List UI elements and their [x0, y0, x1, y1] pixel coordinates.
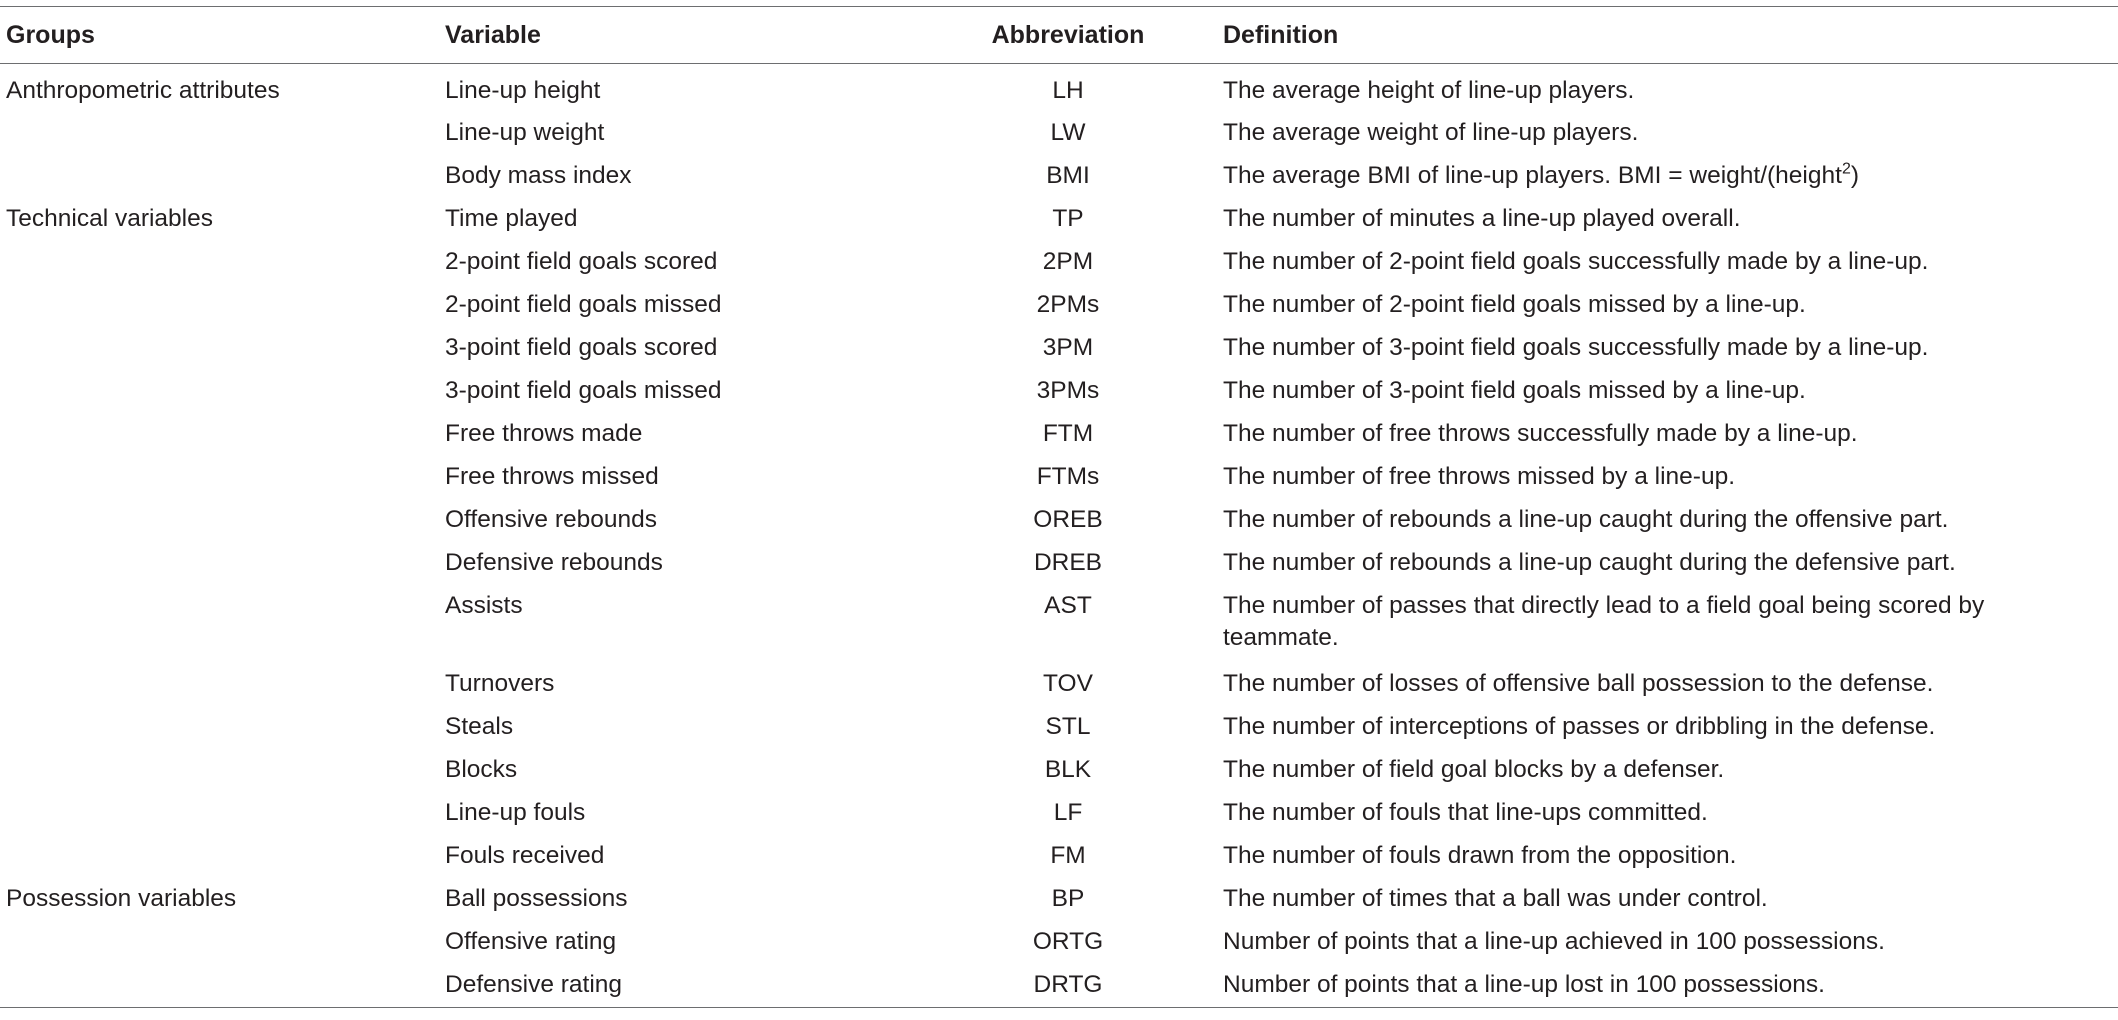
cell-group [0, 749, 439, 792]
cell-abbreviation: BLK [1044, 755, 1092, 783]
cell-variable: Line-up weight [445, 118, 605, 146]
cell-variable: 3-point field goals missed [445, 376, 722, 404]
table-row [0, 284, 2118, 327]
definition-text: The average BMI of line-up players. BMI = weight/(height [1223, 161, 1842, 189]
table-row [0, 542, 2118, 585]
cell-variable: Offensive rating [445, 927, 617, 955]
cell-group [0, 284, 439, 327]
cell-group [0, 663, 439, 706]
cell-group: Anthropometric attributes [6, 77, 280, 104]
cell-group: Technical variables [6, 204, 213, 232]
cell-variable: Defensive rebounds [445, 548, 663, 576]
cell-variable: 2-point field goals missed [445, 290, 722, 318]
cell-group [0, 112, 439, 155]
cell-abbreviation: STL [1045, 712, 1091, 740]
cell-definition: The number of 2-point field goals missed by a line-up. [1223, 290, 1806, 318]
cell-abbreviation: FTM [1042, 419, 1094, 447]
table-header [0, 7, 2118, 64]
cell-abbreviation: TOV [1043, 669, 1093, 697]
table-row [0, 456, 2118, 499]
cell-variable: 3-point field goals scored [445, 333, 718, 361]
table-row [0, 241, 2118, 284]
table-row [0, 663, 2118, 706]
cell-definition: The number of fouls drawn from the opposition. [1223, 841, 1737, 869]
cell-variable: Line-up height [445, 77, 601, 104]
cell-abbreviation: BMI [1046, 161, 1090, 189]
cell-abbreviation: 2PM [1042, 247, 1094, 275]
cell-group [0, 327, 439, 370]
cell-abbreviation: LF [1053, 798, 1083, 826]
cell-group [0, 835, 439, 878]
cell-definition: The number of free throws missed by a line-up. [1223, 462, 1736, 490]
cell-variable: Blocks [445, 755, 518, 783]
variables-table-container [0, 6, 2118, 1008]
cell-definition: The number of rebounds a line-up caught during the defensive part. [1223, 548, 1956, 576]
header-groups: Groups [6, 20, 95, 49]
cell-variable: Assists [445, 591, 523, 619]
table-row [0, 499, 2118, 542]
cell-abbreviation: TP [1052, 204, 1084, 232]
table-row [0, 878, 2118, 921]
cell-definition: The number of losses of offensive ball possession to the defense. [1223, 669, 1934, 697]
header-row [0, 7, 2118, 64]
cell-abbreviation: DRTG [1033, 970, 1103, 998]
cell-abbreviation: LW [1050, 118, 1086, 146]
header-definition: Definition [1223, 20, 1339, 49]
cell-abbreviation: AST [1044, 591, 1092, 619]
cell-group [0, 241, 439, 284]
cell-variable: Free throws made [445, 419, 643, 447]
cell-definition [1217, 155, 2118, 198]
cell-group [0, 792, 439, 835]
table-row [0, 835, 2118, 878]
cell-variable: Body mass index [445, 161, 632, 189]
cell-definition: The number of free throws successfully made by a line-up. [1223, 419, 1858, 447]
variables-table [0, 6, 2118, 1008]
cell-definition: The number of rebounds a line-up caught during the offensive part. [1223, 505, 1949, 533]
cell-group [0, 585, 439, 663]
cell-abbreviation: 2PMs [1036, 290, 1100, 318]
cell-definition: The average weight of line-up players. [1223, 118, 1639, 146]
table-row [0, 327, 2118, 370]
header-variable: Variable [445, 20, 541, 49]
cell-group [0, 542, 439, 585]
cell-definition: The number of 2-point field goals successfully made by a line-up. [1223, 247, 1929, 275]
cell-group: Possession variables [6, 884, 237, 912]
cell-variable: Offensive rebounds [445, 505, 658, 533]
table-row [0, 792, 2118, 835]
cell-abbreviation: ORTG [1032, 927, 1104, 955]
table-row [0, 198, 2118, 241]
cell-definition: The number of 3-point field goals missed by a line-up. [1223, 376, 1806, 404]
table-row [0, 749, 2118, 792]
cell-definition: The number of field goal blocks by a defenser. [1223, 755, 1725, 783]
cell-abbreviation: 3PMs [1036, 376, 1100, 404]
cell-abbreviation: LH [1052, 77, 1084, 104]
cell-group [0, 413, 439, 456]
cell-definition: Number of points that a line-up achieved in 100 possessions. [1223, 927, 1885, 955]
cell-variable: Free throws missed [445, 462, 659, 490]
table-row [0, 112, 2118, 155]
table-row [0, 921, 2118, 964]
definition-superscript: 2 [1841, 159, 1851, 177]
cell-variable: Time played [445, 204, 578, 232]
table-row [0, 370, 2118, 413]
cell-abbreviation: FM [1050, 841, 1086, 869]
cell-definition: The number of passes that directly lead to a field goal being scored by teammate. [1223, 591, 1985, 651]
cell-definition: The number of minutes a line-up played overall. [1223, 204, 1741, 232]
cell-variable: Defensive rating [445, 970, 623, 998]
cell-group [0, 921, 439, 964]
cell-group [0, 964, 439, 1008]
cell-variable: Steals [445, 712, 514, 740]
cell-group [0, 456, 439, 499]
cell-variable: Fouls received [445, 841, 605, 869]
cell-definition: The average height of line-up players. [1223, 77, 1635, 104]
cell-group [0, 155, 439, 198]
cell-abbreviation: DREB [1033, 548, 1103, 576]
cell-group [0, 499, 439, 542]
table-row [0, 155, 2118, 198]
cell-variable: 2-point field goals scored [445, 247, 718, 275]
cell-abbreviation: OREB [1033, 505, 1103, 533]
definition-tail: ) [1850, 161, 1860, 189]
cell-definition: Number of points that a line-up lost in 100 possessions. [1223, 970, 1825, 998]
table-body [0, 64, 2118, 1008]
cell-variable: Line-up fouls [445, 798, 586, 826]
cell-variable: Ball possessions [445, 884, 628, 912]
cell-abbreviation: BP [1051, 884, 1085, 912]
cell-group [0, 370, 439, 413]
cell-definition: The number of interceptions of passes or dribbling in the defense. [1223, 712, 1936, 740]
table-row [0, 964, 2118, 1008]
cell-definition: The number of times that a ball was under control. [1223, 884, 1768, 912]
cell-variable: Turnovers [445, 669, 555, 697]
header-abbreviation: Abbreviation [991, 20, 1145, 49]
cell-definition: The number of fouls that line-ups committed. [1223, 798, 1708, 826]
table-row [0, 706, 2118, 749]
cell-definition: The number of 3-point field goals successfully made by a line-up. [1223, 333, 1929, 361]
cell-group [0, 706, 439, 749]
table-row [0, 585, 2118, 663]
cell-abbreviation: FTMs [1036, 462, 1100, 490]
table-row [0, 64, 2118, 112]
cell-abbreviation: 3PM [1042, 333, 1094, 361]
table-row [0, 413, 2118, 456]
